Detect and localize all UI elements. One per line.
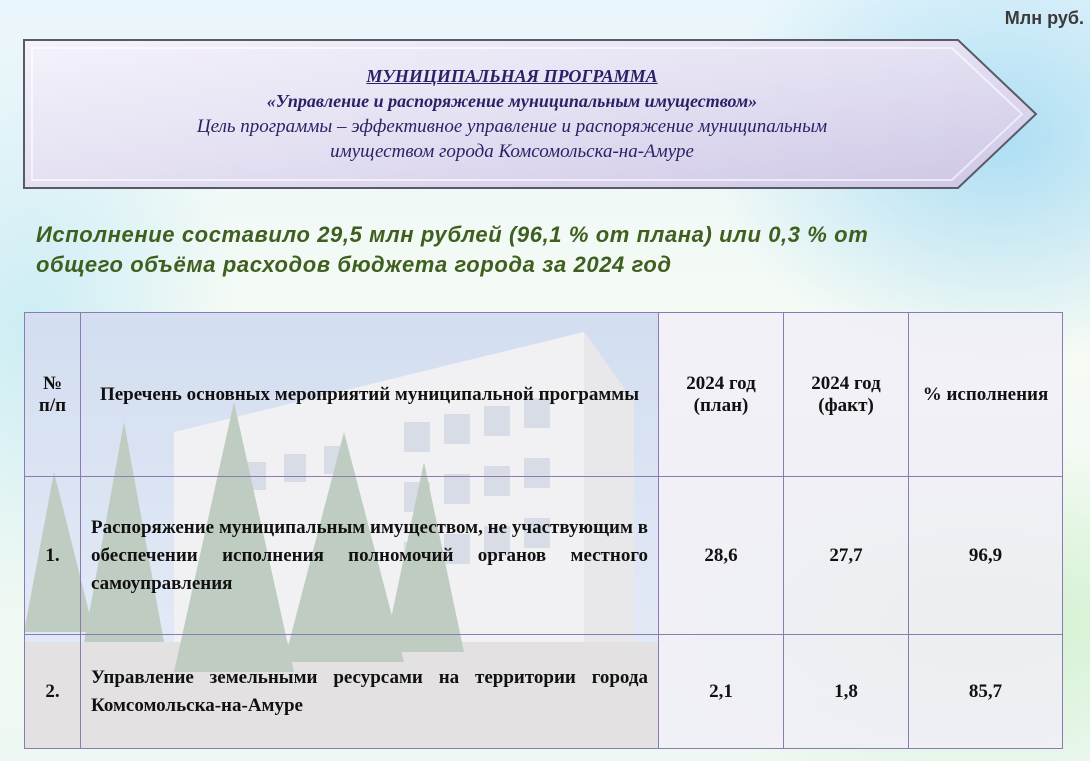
row2-name: Управление земельными ресурсами на территории города Комсомольска-на-Амуре bbox=[81, 635, 659, 749]
row2-pct: 85,7 bbox=[909, 635, 1063, 749]
header-name: Перечень основных мероприятий муниципальной программы bbox=[81, 313, 659, 477]
summary-line1: Исполнение составило 29,5 млн рублей (96,1 % от плана) или 0,3 % от bbox=[36, 222, 869, 247]
row2-num: 2. bbox=[25, 635, 81, 749]
row1-fact: 27,7 bbox=[784, 477, 909, 635]
row2-plan: 2,1 bbox=[659, 635, 784, 749]
table-row bbox=[25, 635, 1063, 749]
row1-num: 1. bbox=[25, 477, 81, 635]
program-table-wrap bbox=[24, 312, 1062, 748]
header-num: № п/п bbox=[25, 313, 81, 477]
banner-subtitle: «Управление и распоряжение муниципальным имуществом» bbox=[266, 91, 758, 111]
banner-goal-line2: имуществом города Комсомольска-на-Амуре bbox=[330, 141, 694, 162]
unit-label: Млн руб. bbox=[1004, 8, 1084, 28]
banner-goal-line1: Цель программы – эффективное управление и распоряжение муниципальным bbox=[196, 116, 828, 137]
program-banner bbox=[22, 38, 1040, 190]
table-header-row bbox=[25, 313, 1063, 477]
table-row bbox=[25, 477, 1063, 635]
summary-line2: общего объёма расходов бюджета города за 2024 год bbox=[36, 252, 672, 277]
row1-plan: 28,6 bbox=[659, 477, 784, 635]
header-pct: % исполнения bbox=[909, 313, 1063, 477]
row1-pct: 96,9 bbox=[909, 477, 1063, 635]
banner-title: МУНИЦИПАЛЬНАЯ ПРОГРАММА bbox=[366, 66, 658, 86]
header-fact: 2024 год (факт) bbox=[784, 313, 909, 477]
program-measures-table bbox=[24, 312, 1063, 749]
row1-name: Распоряжение муниципальным имуществом, не участвующим в обеспечении исполнения полномочий органов местного самоуправления bbox=[81, 477, 659, 635]
header-plan: 2024 год (план) bbox=[659, 313, 784, 477]
row2-fact: 1,8 bbox=[784, 635, 909, 749]
execution-summary bbox=[36, 220, 1036, 280]
